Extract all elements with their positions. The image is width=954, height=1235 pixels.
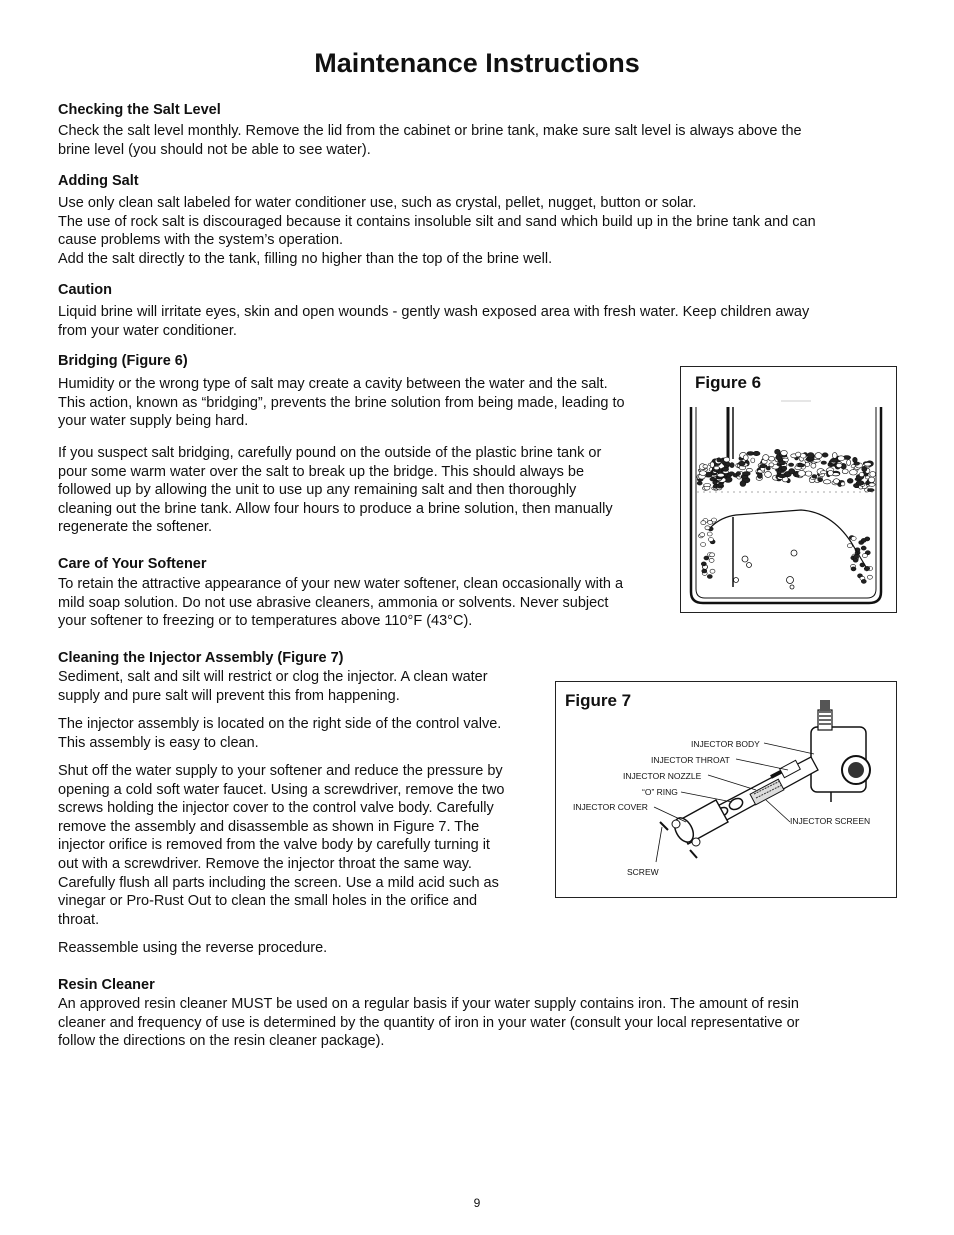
bubble [734, 578, 739, 583]
salt-pellet [708, 538, 713, 542]
salt-pellet [856, 481, 864, 486]
bubble [791, 550, 797, 556]
figure-7-title: Figure 7 [565, 691, 632, 710]
bridge-cavity-outline [711, 510, 866, 567]
text-line: supply and pure salt will prevent this from happening. [58, 687, 400, 704]
salt-pellet [717, 473, 724, 477]
text-line: followed up by allowing the unit to use up any remaining salt and then thoroughly [58, 482, 577, 499]
text-line: Humidity or the wrong type of salt may create a cavity between the water and the salt. [58, 376, 608, 392]
bubble [747, 563, 752, 568]
salt-pellet [797, 464, 804, 467]
salt-pellet [769, 456, 775, 461]
salt-pellet [709, 558, 714, 562]
injector-paragraph-1 [58, 668, 488, 705]
salt-pellet [704, 556, 709, 560]
text-line: your water supply being hard. [58, 413, 249, 430]
salt-pellet [838, 456, 845, 461]
salt-pellet [736, 472, 740, 476]
salt-pellet [701, 562, 706, 566]
salt-pellet [851, 567, 856, 571]
text-line: Carefully flush all parts including the screen. Use a mild acid such as [58, 874, 499, 891]
caution-heading: Caution [58, 282, 112, 298]
text-line: Shut off the water supply to your softener and reduce the pressure by [58, 763, 503, 779]
salt-pellet [742, 472, 750, 476]
salt-pellet [751, 458, 755, 463]
tank-inner-wall [696, 407, 876, 598]
adding-salt-heading: Adding Salt [58, 173, 139, 189]
care-text [58, 575, 623, 631]
text-line: out with a screwdriver. Remove the injector throat the same way. [58, 855, 472, 872]
salt-pellet [822, 453, 828, 457]
text-line: Sediment, salt and silt will restrict or clog the injector. A clean water [58, 669, 488, 685]
salt-pellet [697, 481, 702, 485]
salt-pellet [700, 533, 705, 537]
text-line: An approved resin cleaner MUST be used on a regular basis if your water supply contains iron. The amount of resin [58, 996, 799, 1012]
injector-cover-drawing [671, 800, 728, 846]
salt-pellet [701, 521, 706, 525]
salt-pellet [714, 466, 719, 470]
injector-body-drawing [811, 700, 870, 802]
bubble [787, 577, 794, 584]
salt-pellet [781, 450, 788, 455]
salt-pellet [849, 470, 857, 475]
text-line: from your water conditioner. [58, 322, 237, 339]
label-injector-throat: INJECTOR THROAT [651, 755, 730, 765]
text-line: your softener to freezing or to temperatures above 110°F (43°C). [58, 613, 473, 630]
salt-pellet [861, 538, 866, 542]
salt-pellet [726, 462, 730, 466]
salt-pellet [828, 470, 834, 475]
salt-level-text [58, 122, 802, 159]
care-heading: Care of Your Softener [58, 556, 207, 572]
salt-pellet [763, 455, 769, 461]
figure-7 [555, 681, 897, 898]
salt-pellet [862, 554, 867, 558]
text-line: Use only clean salt labeled for water conditioner use, such as crystal, pellet, nugget, button or solar. [58, 195, 697, 211]
salt-pellet [813, 459, 820, 462]
salt-level-heading: Checking the Salt Level [58, 102, 221, 118]
salt-pellet [833, 479, 839, 484]
salt-pellet [769, 463, 774, 467]
text-line: cleaning out the brine tank. Allow four hours to produce a brine solution, then manually [58, 500, 613, 517]
salt-pellet [854, 462, 860, 465]
text-line: This action, known as “bridging”, prevents the brine solution from being made, leading to [58, 394, 625, 411]
salt-pellet [861, 579, 866, 583]
salt-pellet [859, 473, 864, 477]
text-line: pour some warm water over the salt to break up the bridge. This should always be [58, 463, 585, 480]
salt-pellet [757, 473, 762, 478]
salt-pellet [807, 453, 814, 459]
text-line: The injector assembly is located on the right side of the control valve. [58, 716, 502, 732]
salt-pellet [713, 480, 717, 484]
salt-pellet [847, 544, 852, 548]
injector-paragraph-2 [58, 715, 501, 752]
salt-pellet [847, 460, 851, 466]
caution-text [58, 303, 809, 340]
salt-pellet [805, 471, 812, 476]
salt-pellet [836, 463, 842, 467]
label-injector-screen: INJECTOR SCREEN [790, 816, 871, 826]
text-line: follow the directions on the resin cleaner package). [58, 1033, 385, 1050]
salt-pellet [789, 469, 795, 474]
salt-pellet [777, 471, 781, 474]
salt-pellet [798, 470, 805, 476]
salt-pellet [862, 466, 867, 471]
text-line: Add the salt directly to the tank, filling no higher than the top of the brine well. [58, 250, 553, 267]
salt-pellet [760, 464, 767, 467]
text-line: regenerate the softener. [58, 519, 212, 536]
salt-pellet [853, 558, 858, 562]
text-line: opening a cold soft water faucet. Using a screwdriver, remove the two [58, 781, 505, 798]
bubble [790, 585, 794, 589]
text-line: If you suspect salt bridging, carefully pound on the outside of the plastic brine tank or [58, 445, 602, 461]
salt-pellet [867, 489, 874, 492]
salt-pellet [820, 471, 826, 474]
brine-tank-illustration [681, 367, 896, 612]
salt-layer [697, 449, 876, 583]
label-o-ring: “O” RING [642, 787, 678, 797]
salt-pellet [730, 463, 734, 468]
salt-pellet [710, 462, 714, 468]
salt-pellet [869, 483, 875, 486]
text-line: Check the salt level monthly. Remove the lid from the cabinet or brine tank, make sure salt level is always above the [58, 123, 802, 139]
salt-pellet [782, 466, 787, 470]
injector-assembly-illustration [556, 682, 896, 897]
label-injector-nozzle: INJECTOR NOZZLE [623, 771, 702, 781]
salt-pellet [743, 455, 748, 461]
text-line: brine level (you should not be able to see water). [58, 141, 371, 158]
salt-pellet [724, 457, 730, 462]
salt-pellet [701, 543, 706, 547]
salt-pellet [831, 458, 838, 462]
text-line: remove the assembly and disassemble as shown in Figure 7. The [58, 818, 480, 835]
salt-pellet [765, 471, 772, 477]
text-line: Liquid brine will irritate eyes, skin and open wounds - gently wash exposed area with fresh water. Keep children away [58, 304, 810, 320]
salt-pellet [747, 452, 754, 456]
salt-pellet [739, 461, 746, 466]
text-line: cleaner and frequency of use is determined by the quantity of iron in your water (consult your local representative or [58, 1014, 800, 1031]
bubble [742, 556, 748, 562]
text-line: injector orifice is removed from the valve body by carefully turning it [58, 837, 490, 854]
salt-pellet [712, 518, 717, 522]
figure-6-title: Figure 6 [695, 373, 762, 392]
salt-pellet [789, 463, 794, 466]
text-line: The use of rock salt is discouraged because it contains insoluble silt and sand which build up in the brine tank and can [58, 213, 816, 230]
salt-pellet [847, 478, 853, 483]
resin-heading: Resin Cleaner [58, 977, 155, 993]
salt-pellet [832, 453, 837, 459]
salt-pellet [841, 482, 845, 486]
text-line: vinegar or Pro-Rust Out to clean the small holes in the orifice and [58, 893, 478, 910]
salt-pellet [710, 569, 715, 573]
salt-pellet [718, 483, 723, 486]
page-title: Maintenance Instructions [314, 48, 640, 78]
tank-wall [691, 407, 881, 603]
salt-pellet [823, 480, 831, 484]
injector-paragraph-3 [58, 762, 505, 929]
salt-pellet [704, 484, 711, 487]
label-screw: SCREW [627, 867, 659, 877]
resin-text [58, 995, 800, 1051]
text-line: screws holding the injector cover to the control valve body. Carefully [58, 800, 494, 817]
bridging-paragraph-2 [58, 444, 613, 537]
text-line: throat. [58, 911, 100, 928]
salt-pellet [812, 475, 817, 479]
salt-pellet [868, 477, 874, 482]
salt-pellet [710, 553, 715, 557]
salt-pellet [818, 478, 823, 482]
salt-pellet [815, 453, 822, 459]
salt-pellet [800, 454, 806, 459]
salt-pellet [779, 461, 785, 465]
salt-pellet [821, 461, 826, 464]
salt-pellet [707, 575, 712, 579]
bridging-paragraph-1 [58, 375, 625, 431]
figure-6 [680, 366, 897, 613]
text-line: cause problems with the system’s operation. [58, 232, 344, 249]
salt-pellet [842, 469, 848, 474]
salt-pellet [778, 474, 786, 478]
injector-heading: Cleaning the Injector Assembly (Figure 7) [58, 650, 344, 666]
salt-pellet [870, 471, 876, 477]
text-line: mild soap solution. Do not use abrasive cleaners, ammonia or solvents. Never subject [58, 594, 609, 611]
salt-pellet [707, 532, 712, 536]
injector-paragraph-4: Reassemble using the reverse procedure. [58, 940, 328, 956]
salt-pellet [861, 546, 866, 550]
salt-pellet [740, 481, 746, 487]
salt-pellet [867, 575, 872, 579]
salt-pellet [729, 472, 735, 476]
label-injector-body: INJECTOR BODY [691, 739, 760, 749]
salt-pellet [705, 526, 710, 530]
salt-pellet [811, 463, 816, 468]
salt-pellet [864, 463, 871, 467]
salt-pellet [700, 471, 707, 476]
bridging-heading: Bridging (Figure 6) [58, 353, 188, 369]
salt-pellet [851, 537, 856, 541]
label-injector-cover: INJECTOR COVER [573, 802, 648, 812]
text-line: This assembly is easy to clean. [58, 734, 259, 751]
text-line: To retain the attractive appearance of your new water softener, clean occasionally with a [58, 576, 624, 592]
page-number: 9 [473, 1196, 481, 1210]
adding-salt-text [58, 194, 816, 268]
salt-pellet [703, 465, 708, 468]
